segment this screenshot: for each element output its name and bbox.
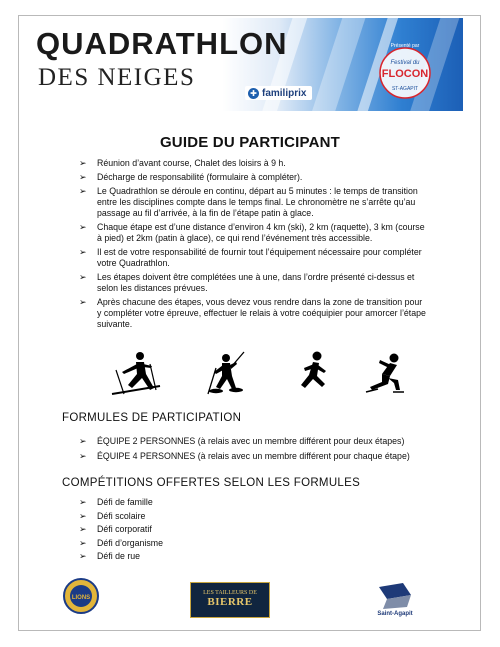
tailleurs-de-bierre-logo <box>190 582 270 618</box>
sponsor-name: familiprix <box>262 87 307 99</box>
list-item: ➢ Il est de votre responsabilité de fournir tout l’équipement nécessaire pour compléter votre Quadrathlon. <box>77 247 427 269</box>
list-item: ➢ Décharge de responsabilité (formulaire à compléter). <box>77 172 427 183</box>
competitions-list <box>77 497 277 565</box>
saint-agapit-mark-icon <box>373 583 417 609</box>
formules-title: FORMULES DE PARTICIPATION <box>62 412 242 424</box>
svg-text:ST-AGAPIT: ST-AGAPIT <box>391 86 419 92</box>
list-item: ➢ ÉQUIPE 4 PERSONNES (à relais avec un membre différent pour chaque étape) <box>77 451 437 462</box>
list-item: ➢ Défi d’organisme <box>77 538 277 549</box>
lions-club-logo <box>63 578 99 614</box>
list-item: ➢ ÉQUIPE 2 PERSONNES (à relais avec un membre différent pour deux étapes) <box>77 436 437 447</box>
bierre-logo-main: BIERRE <box>207 596 253 608</box>
list-item: ➢ Les étapes doivent être complétées une à une, dans l’ordre présenté ci-dessus et selon les distances prévues. <box>77 272 427 294</box>
svg-text:FLOCON: FLOCON <box>381 68 429 80</box>
competitions-title: COMPÉTITIONS OFFERTES SELON LES FORMULES <box>62 477 361 489</box>
formules-list <box>77 436 437 466</box>
saint-agapit-name: Saint-Agapit <box>377 611 413 617</box>
list-item: ➢ Défi de famille <box>77 497 277 508</box>
banner-stripe <box>305 18 366 111</box>
list-item: ➢ Le Quadrathlon se déroule en continu, départ au 5 minutes : le temps de transition entre les disciplines compte dans le temps final. Le chronomètre ne s’arrête qu’au passage au fil d’arrivée, à la fin de l’étape patin à glace. <box>77 186 427 220</box>
familiprix-mark-icon: ✚ <box>248 88 259 99</box>
list-item: ➢ Chaque étape est d’une distance d’environ 4 km (ski), 2 km (raquette), 3 km (course à pied) et 2km (patin à glace), ce qui rend l’événement très accessible. <box>77 222 427 244</box>
svg-text:Festival du: Festival du <box>390 60 420 66</box>
discipline-pictograms <box>92 350 422 396</box>
svg-text:LIONS: LIONS <box>71 595 91 601</box>
list-item: ➢ Réunion d’avant course, Chalet des loisirs à 9 h. <box>77 158 427 169</box>
familiprix-logo <box>245 86 312 100</box>
saint-agapit-logo <box>373 583 417 617</box>
festival-flocon-logo <box>376 40 434 102</box>
bierre-logo-top: LES TAILLEURS DE <box>203 590 257 596</box>
snowshoe-icon <box>202 350 252 396</box>
skater-icon <box>360 350 410 396</box>
list-item: ➢ Défi scolaire <box>77 511 277 522</box>
guide-title: GUIDE DU PARTICIPANT <box>159 134 341 151</box>
event-title: QUADRATHLON <box>36 26 288 61</box>
skier-icon <box>110 350 164 396</box>
svg-text:Présenté par: Présenté par <box>390 43 420 49</box>
list-item: ➢ Défi corporatif <box>77 524 277 535</box>
event-subtitle: DES NEIGES <box>38 64 196 91</box>
guide-list <box>77 158 427 333</box>
list-item: ➢ Après chacune des étapes, vous devez vous rendre dans la zone de transition pour y compléter votre épreuve, effectuer le relais à votre coéquipier pour amorcer l’étape suivante. <box>77 297 427 331</box>
list-item: ➢ Défi de rue <box>77 551 277 562</box>
runner-icon <box>287 350 333 396</box>
